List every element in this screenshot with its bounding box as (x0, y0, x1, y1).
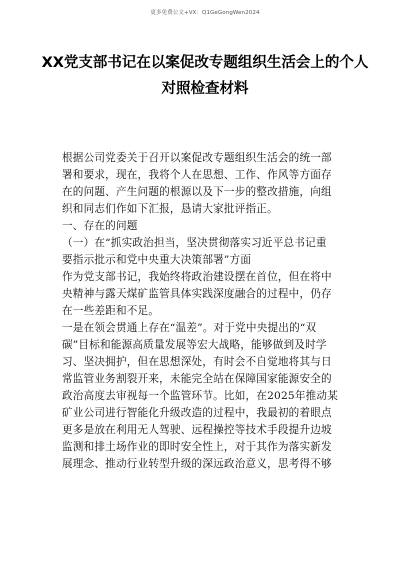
body-line: 在的问题、产生问题的根源以及下一步的整改措施，向组 (62, 186, 332, 198)
body-line: 一是在领会贯通上存在“温差”。对于党中央提出的“双 (62, 322, 317, 334)
body-line: 更多是放在利用无人驾驶、远程操控等技术手段提升边坡 (62, 424, 332, 436)
body-line: 监测和排土场作业的即时安全性上，对于其作为落实新发 (62, 441, 332, 453)
body-line: 央精神与露天煤矿监管具体实践深度融合的过程中，仍存 (62, 288, 332, 300)
body-line: 习、坚决拥护，但在思想深处，有时会不自觉地将其与日 (62, 356, 332, 368)
title-line-1: XX党支部书记在以案促改专题组织生活会上的个人 (41, 55, 369, 71)
body-line: 作为党支部书记，我始终将政治建设摆在首位，但在将中 (62, 271, 332, 283)
section-heading: 一、存在的问题 (62, 220, 138, 232)
body-line: 矿业公司进行智能化升级改造的过程中，我最初的着眼点 (62, 407, 332, 419)
subsection-heading: 要指示批示和党中央重大决策部署”方面 (62, 254, 252, 266)
body-line: 碳”目标和能源高质量发展等宏大战略，能够做到及时学 (62, 339, 327, 351)
body-line: 政治高度去审视每一个监管环节。比如，在2025年推动某 (62, 390, 339, 402)
body-line: 展理念、推动行业转型升级的深远政治意义，思考得不够 (62, 458, 332, 470)
document-body (62, 150, 349, 473)
subsection-heading: （一）在“抓实政治担当，坚决贯彻落实习近平总书记重 (62, 237, 327, 249)
header-banner: 更多免费公文+VX：Q1GeGongWen2024 (150, 10, 260, 16)
body-line: 织和同志们作如下汇报，恳请大家批评指正。 (62, 203, 278, 215)
title-line-2: 对照检查材料 (161, 81, 249, 97)
body-line: 署和要求，现在，我将个人在思想、工作、作风等方面存 (62, 169, 332, 181)
body-line: 在一些差距和不足。 (62, 305, 160, 317)
document-title (40, 50, 370, 102)
body-line: 根据公司党委关于召开以案促改专题组织生活会的统一部 (62, 152, 332, 164)
body-line: 常监管业务割裂开来，未能完全站在保障国家能源安全的 (62, 373, 332, 385)
